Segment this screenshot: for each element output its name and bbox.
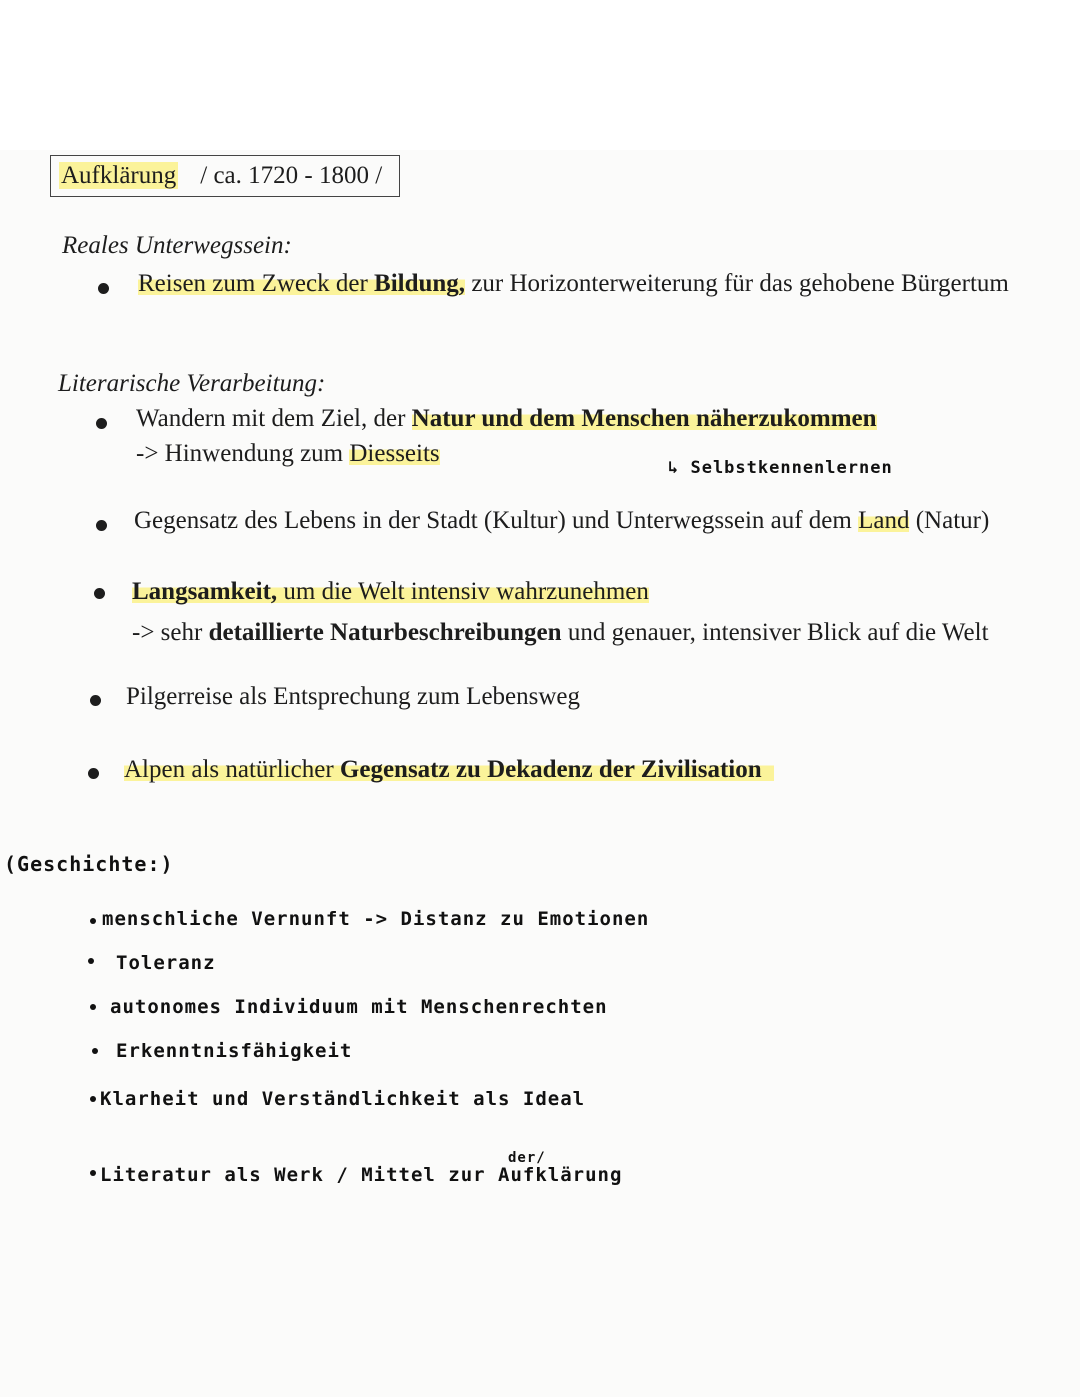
bullet-wandering-line2: -> Hinwendung zum Diesseits	[136, 440, 440, 467]
bullet-dot	[88, 768, 99, 779]
handwritten-item-clarity: Klarheit und Verständlichkeit als Ideal	[100, 1088, 586, 1110]
handwritten-superscript: der/	[508, 1150, 546, 1166]
bullet-dot	[98, 283, 109, 294]
handwritten-item-cognition: Erkenntnisfähigkeit	[116, 1040, 353, 1062]
hand-bullet-dot	[92, 1048, 98, 1054]
hand-bullet-dot	[90, 1170, 96, 1176]
handwritten-item-individual: autonomes Individuum mit Menschenrechten	[110, 996, 608, 1018]
bullet-alps: Alpen als natürlicher Gegensatz zu Dekadenz der Zivilisation	[124, 756, 774, 784]
title-period: / ca. 1720 - 1800 /	[200, 162, 383, 189]
hand-bullet-dot	[90, 918, 96, 924]
bullet-slowness-line2: -> sehr detaillierte Naturbeschreibungen und genauer, intensiver Blick auf die Welt	[132, 619, 989, 646]
bullet-slowness: Langsamkeit, um die Welt intensiv wahrzunehmen	[132, 578, 649, 605]
handwritten-heading-history: (Geschichte:)	[4, 852, 174, 876]
bullet-city-vs-country: Gegensatz des Lebens in der Stadt (Kultur) und Unterwegssein auf dem Land (Natur)	[134, 507, 990, 534]
handwritten-item-literature: Literatur als Werk / Mittel zur Aufklärung	[100, 1164, 623, 1186]
bullet-dot	[94, 588, 105, 599]
hand-bullet-dot	[90, 1096, 96, 1102]
handwritten-item-reason: menschliche Vernunft -> Distanz zu Emotionen	[102, 908, 650, 930]
section-heading-literary: Literarische Verarbeitung:	[58, 370, 326, 397]
section-heading-real-travel: Reales Unterwegssein:	[62, 232, 292, 259]
bullet-dot	[96, 418, 107, 429]
title-term: Aufklärung	[61, 162, 177, 189]
hand-bullet-dot	[90, 1004, 96, 1010]
title-box	[50, 155, 400, 197]
bullet-dot	[96, 520, 107, 531]
handwritten-item-tolerance: Toleranz	[116, 952, 216, 974]
handwritten-note-self: ↳ Selbstkennenlernen	[668, 458, 893, 478]
bullet-education-travel: Reisen zum Zweck der Bildung, zur Horizonterweiterung für das gehobene Bürgertum	[138, 270, 1009, 297]
hand-bullet-dot	[88, 958, 94, 964]
bullet-dot	[90, 695, 101, 706]
bullet-wandering: Wandern mit dem Ziel, der Natur und dem Menschen näherzukommen	[136, 405, 877, 432]
bullet-pilgrimage: Pilgerreise als Entsprechung zum Lebensweg	[126, 683, 581, 710]
